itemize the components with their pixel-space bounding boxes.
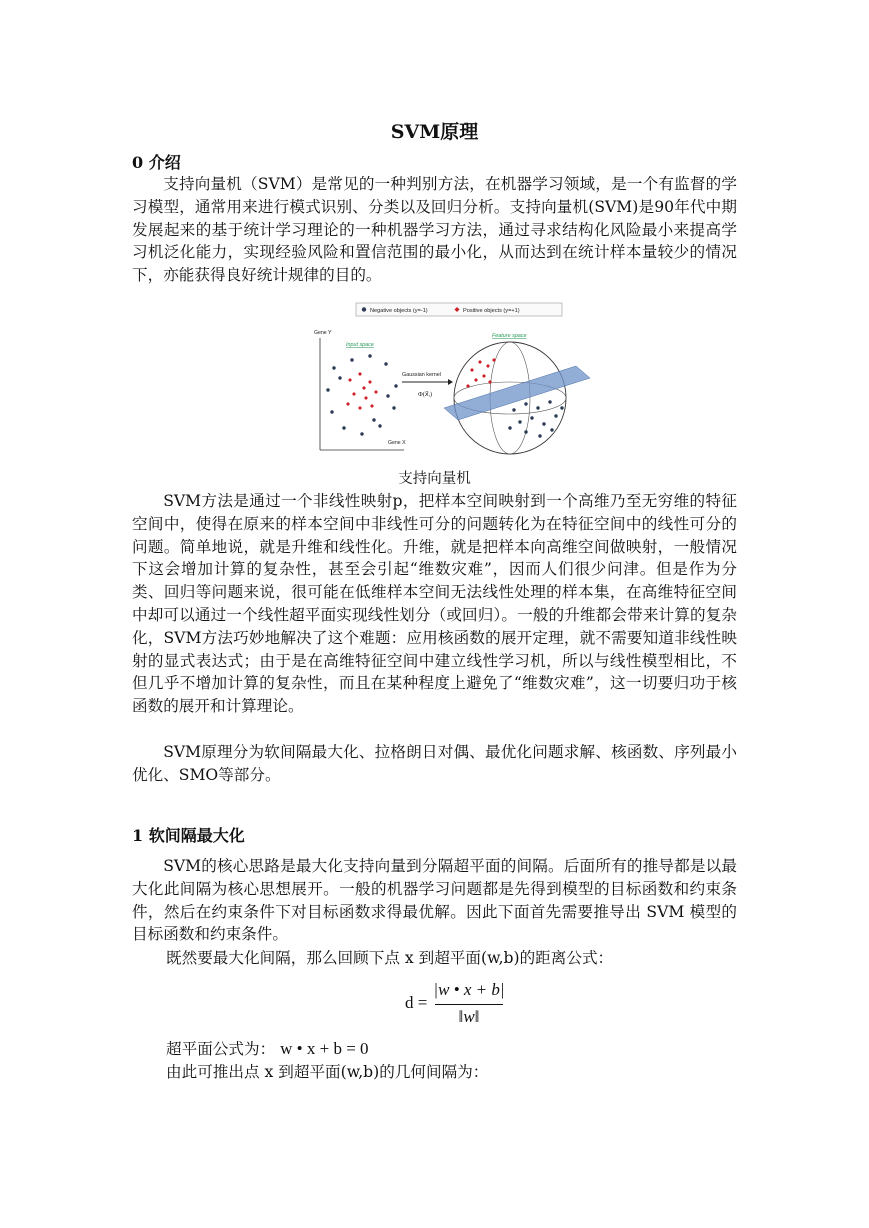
formula-numerator: |w • x + b|	[433, 980, 505, 999]
fraction-bar	[435, 1004, 503, 1005]
gene-x-label: Gene X	[388, 440, 406, 446]
geometric-margin-intro: 由此可推出点 x 到超平面(w,b)的几何间隔为：	[166, 1063, 489, 1081]
section-1-heading: 1 软间隔最大化	[132, 826, 245, 845]
section-0-paragraph-2: SVM方法是通过一个非线性映射p，把样本空间映射到一个高维乃至无穷维的特征空间中，使得在原来的样本空间中非线性可分的问题转化为在特征空间中的线性可分的问题。简单地说，就是升维和线性化。升维，就是把样本向高维空间做映射，一般情况下这会增加计算的复杂性，甚至会引起“维数灾难”，因而人们很少问津。但是作为分类、回归等问题来说，很可能在低维样本空间无法线性处理的样本集，在高维特征空间中却可以通过一个线性超平面实现线性划分（或回归）。一般的升维都会带来计算的复杂化，SVM方法巧妙地解决了这个难题：应用核函数的展开定理，就不需要知道非线性映射的显式表达式；由于是在高维特征空间中建立线性学习机，所以与线性模型相比，不但几乎不增加计算的复杂性，而且在某种程度上避免了“维数灾难”，这一切要归功于核函数的展开和计算理论。	[132, 492, 737, 716]
section-0-paragraph-1: 支持向量机（SVM）是常见的一种判别方法，在机器学习领域，是一个有监督的学习模型，通常用来进行模式识别、分类以及回归分析。支持向量机(SVM)是90年代中期发展起来的基于统计学习理论的一种机器学习方法，通过寻求结构化风险最小来提高学习机泛化能力，实现经验风险和置信范围的最小化，从而达到在统计样本量较少的情况下，亦能获得良好统计规律的目的。	[132, 175, 737, 285]
kernel-arrowhead	[448, 379, 453, 385]
input-space-label: Input space	[346, 342, 374, 348]
section-0-paragraph-3: SVM原理分为软间隔最大化、拉格朗日对偶、最优化问题求解、核函数、序列最小优化、SMO等部分。	[132, 743, 737, 784]
gene-y-label: Gene Y	[314, 330, 332, 336]
input-positive-points	[346, 372, 378, 410]
svm-kernel-figure	[314, 300, 594, 462]
hyperplane-formula-line	[166, 1038, 369, 1061]
section-0-heading: 0 介绍	[132, 153, 181, 172]
phi-label: Φ(x⃗ᵢ)	[418, 391, 432, 398]
figure-caption: 支持向量机	[398, 471, 471, 487]
hyperplane-equation: w • x + b = 0	[280, 1039, 369, 1058]
separating-hyperplane	[444, 366, 590, 420]
legend-positive-label: Positive objects (y=+1)	[463, 308, 520, 314]
distance-formula	[405, 976, 515, 1030]
document-title: SVM原理	[390, 121, 479, 143]
input-negative-points	[326, 354, 397, 435]
hyperplane-formula-label: 超平面公式为：	[166, 1040, 276, 1058]
feature-space-label: Feature space	[492, 333, 527, 339]
formula-lhs: d =	[405, 993, 428, 1012]
formula-denominator: ‖w‖	[458, 1007, 480, 1026]
gaussian-kernel-label: Gaussian kernel	[402, 372, 441, 378]
feature-positive-points	[466, 358, 496, 388]
distance-formula-intro: 既然要最大化间隔，那么回顾下点 x 到超平面(w,b)的距离公式：	[166, 949, 614, 967]
section-1-paragraph-1: SVM的核心思路是最大化支持向量到分隔超平面的间隔。后面所有的推导都是以最大化此间隔为核心思想展开。一般的机器学习问题都是先得到模型的目标函数和约束条件，然后在约束条件下对目标函数求得最优解。因此下面首先需要推导出 SVM 模型的目标函数和约束条件。	[132, 857, 737, 944]
legend-negative-marker	[362, 307, 366, 311]
feature-negative-points	[508, 400, 563, 437]
legend-negative-label: Negative objects (y=-1)	[370, 308, 428, 314]
